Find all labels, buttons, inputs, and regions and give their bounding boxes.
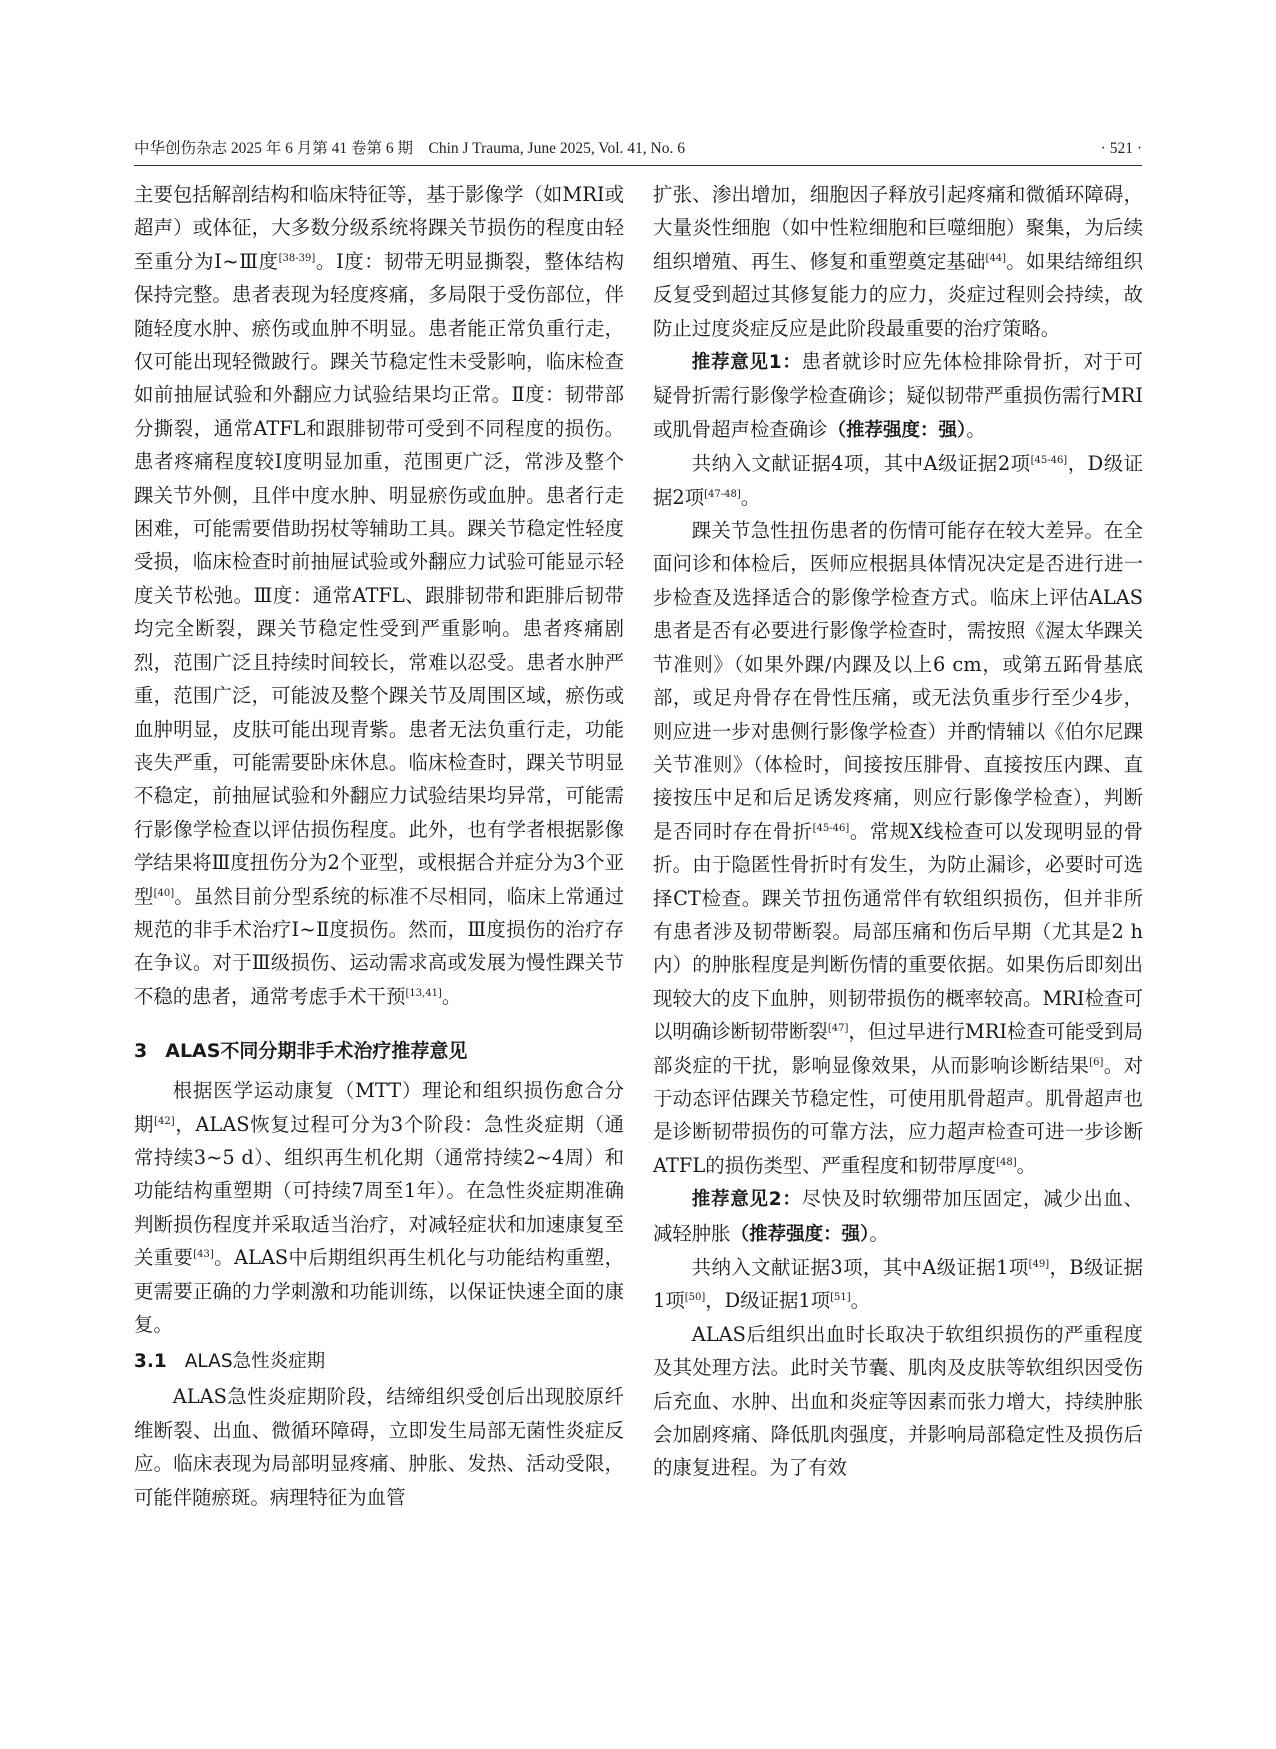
journal-citation: 中华创伤杂志 2025 年 6 月第 41 卷第 6 期 Chin J Trauma, June 2025, Vol. 41, No. 6 <box>134 140 686 157</box>
recommendation-2 <box>653 1182 1143 1251</box>
text-run: 。 <box>966 417 986 441</box>
section-title: ALAS不同分期非手术治疗推荐意见 <box>165 1040 468 1063</box>
text-run: 。常规X线检查可以发现明显的骨折。由于隐匿性骨折时有发生，为防止漏诊，必要时可选择CT检查。踝关节扭伤通常伴有软组织损伤，但并非所有患者涉及韧带断裂。局部压痛和伤后早期（尤其是2 h内）的肿胀程度是判断伤情的重要依据。如果伤后即刻出现较大的皮下血肿，则韧带损伤的概率较高。MRI检查可以明确诊断韧带断裂 <box>653 819 1144 1044</box>
text-run: ，但过早进行MRI检查可能受到局部炎症的干扰，影响显像效果，从而影响诊断结果 <box>653 1020 1143 1077</box>
subsection-number: 3.1 <box>134 1351 167 1373</box>
paragraph-grading <box>134 178 624 1013</box>
citation: [13,41] <box>405 987 442 999</box>
text-run: 。对于动态评估踝关节稳定性，可使用肌骨超声。肌骨超声也是诊断韧带损伤的可靠方法，应力超声检查可进一步诊断ATFL的损伤类型、严重程度和韧带厚度 <box>653 1053 1144 1177</box>
paragraph-acute-phase <box>134 1380 624 1514</box>
subsection-title: ALAS急性炎症期 <box>184 1351 326 1373</box>
recommendation-label: 推荐意见1： <box>691 352 802 374</box>
header-rule <box>134 165 1142 166</box>
text-run: 根据医学运动康复（MTT）理论和组织损伤愈合分期 <box>134 1079 624 1136</box>
paragraph-bleeding <box>653 1318 1143 1485</box>
citation: [45-46] <box>1030 455 1068 467</box>
text-run: 共纳入文献证据4项，其中A级证据2项 <box>691 452 1031 476</box>
text-run: 踝关节急性扭伤患者的伤情可能存在较大差异。在全面问诊和体检后，医师应根据具体情况决定是否进行进一步检查及选择适合的影像学检查方式。临床上评估ALAS患者是否有必要进行影像学检查时，需按照《渥太华踝关节准则》（如果外踝/内踝及以上6 cm，或第五跖骨基底部，或足舟骨存在骨性压痛，或无法负重步行至少4步，则应进一步对患侧行影像学检查）并酌情辅以《伯尔尼踝关节准则》（体检时，间接按压腓骨、直接按压内踝、直接按压中足和后足诱发疼痛，则应行影像学检查），判断是否同时存在骨折 <box>653 519 1143 843</box>
text-run: ，ALAS恢复过程可分为3个阶段：急性炎症期（通常持续3~5 d）、组织再生机化期（通常持续2~4周）和功能结构重塑期（可持续7周至1年）。在急性炎症期准确判断损伤程度并采取适当治疗，对减轻症状和加速康复至关重要 <box>134 1112 625 1270</box>
text-run: 患者就诊时应先体检排除骨折，对于可疑骨折需行影像学检查确诊；疑似韧带严重损伤需行MRI或肌骨超声检查确诊 <box>653 350 1144 441</box>
text-run: ，D级证据2项 <box>653 452 1143 509</box>
citation: [44] <box>985 252 1007 264</box>
citation: [50] <box>684 1292 706 1304</box>
paragraph-pathology <box>653 178 1143 345</box>
recommendation-label: 推荐意见2： <box>691 1189 802 1211</box>
subsection-heading-3-1 <box>134 1345 624 1378</box>
evidence-2 <box>653 1251 1143 1318</box>
recommendation-strength: （推荐强度：强） <box>827 419 967 441</box>
text-run: 。 <box>441 984 462 1008</box>
citation: [43] <box>193 1249 214 1261</box>
paragraph-imaging <box>653 514 1143 1182</box>
citation: [47-48] <box>704 488 741 500</box>
citation: [6] <box>1089 1056 1104 1068</box>
text-run: ，D级证据1项 <box>705 1289 831 1313</box>
evidence-1 <box>653 447 1143 514</box>
text-run: ALAS后组织出血时长取决于软组织损伤的严重程度及其处理方法。此时关节囊、肌肉及皮肤等软组织因受伤后充血、水肿、出血和炎症等因素而张力增大，持续肿胀会加剧疼痛、降低肌肉强度，并影响局部稳定性及损伤后的康复进程。为了有效 <box>653 1322 1143 1480</box>
right-column <box>653 178 1143 1485</box>
citation: [42] <box>154 1115 175 1127</box>
citation: [48] <box>996 1156 1017 1168</box>
text-run: ，B级证据1项 <box>653 1256 1143 1313</box>
text-run: 尽快及时软绷带加压固定，减少出血、减轻肿胀 <box>653 1187 1144 1245</box>
paragraph-mtt <box>134 1074 624 1341</box>
text-run: ALAS急性炎症期阶段，结缔组织受创后出现胶原纤维断裂、出血、微循环障碍，立即发生局部无菌性炎症反应。临床表现为局部明显疼痛、肿胀、发热、活动受限，可能伴随瘀斑。病理特征为血管 <box>134 1385 624 1509</box>
text-run: 。 <box>1016 1153 1036 1177</box>
page-number: · 521 · <box>1100 140 1142 157</box>
text-run: 扩张、渗出增加，细胞因子释放引起疼痛和微循环障碍，大量炎性细胞（如中性粒细胞和巨噬细胞）聚集，为后续组织增殖、再生、修复和重塑奠定基础 <box>653 183 1143 273</box>
text-run: 。虽然目前分型系统的标准不尽相同，临床上常通过规范的非手术治疗Ⅰ~Ⅱ度损伤。然而，Ⅲ度损伤的治疗存在争议。对于Ⅲ级损伤、运动需求高或发展为慢性踝关节不稳的患者，通常考虑手术干预 <box>134 884 625 1008</box>
recommendation-1 <box>653 345 1143 447</box>
section-heading-3 <box>134 1035 624 1068</box>
left-column <box>134 178 624 1514</box>
citation: [49] <box>1028 1259 1050 1270</box>
text-run: 。 <box>740 485 761 509</box>
citation: [45-46] <box>812 822 850 834</box>
text-run: 。ALAS中后期组织再生机化与功能结构重塑，更需要正确的力学刺激和功能训练，以保证快速全面的康复。 <box>134 1246 624 1336</box>
text-run: 主要包括解剖结构和临床特征等，基于影像学（如MRI或超声）或体征，大多数分级系统将踝关节损伤的程度由轻至重分为Ⅰ~Ⅲ度 <box>134 183 624 273</box>
citation: [47] <box>827 1023 849 1035</box>
recommendation-strength: （推荐强度：强） <box>730 1223 870 1245</box>
running-header <box>134 136 1142 162</box>
text-run: 。如果结缔组织反复受到超过其修复能力的应力，炎症过程则会持续，故防止过度炎症反应是此阶段最重要的治疗策略。 <box>653 249 1144 340</box>
citation: [38-39] <box>278 252 316 264</box>
text-run: 。 <box>850 1289 871 1313</box>
text-run: 共纳入文献证据3项，其中A级证据1项 <box>691 1256 1029 1279</box>
text-run: 。 <box>869 1221 889 1245</box>
text-run: 。Ⅰ度：韧带无明显撕裂，整体结构保持完整。患者表现为轻度疼痛，多局限于受伤部位，伴随轻度水肿、瘀伤或血肿不明显。患者能正常负重行走，仅可能出现轻微跛行。踝关节稳定性未受影响，临床检查如前抽屉试验和外翻应力试验结果均正常。Ⅱ度：韧带部分撕裂，通常ATFL和跟腓韧带可受到不同程度的损伤。患者疼痛程度较Ⅰ度明显加重，范围更广泛，常涉及整个踝关节外侧，且伴中度水肿、明显瘀伤或血肿。患者行走困难，可能需要借助拐杖等辅助工具。踝关节稳定性轻度受损，临床检查时前抽屉试验或外翻应力试验可能显示轻度关节松弛。Ⅲ度：通常ATFL、跟腓韧带和距腓后韧带均完全断裂，踝关节稳定性受到严重影响。患者疼痛剧烈，范围广泛且持续时间较长，常难以忍受。患者水肿严重，范围广泛，可能波及整个踝关节及周围区域，瘀伤或血肿明显，皮肤可能出现青紫。患者无法负重行走，功能丧失严重，可能需要卧床休息。临床检查时，踝关节明显不稳定，前抽屉试验和外翻应力试验结果均异常，可能需行影像学检查以评估损伤程度。此外，也有学者根据影像学结果将Ⅲ度扭伤分为2个亚型，或根据合并症分为3个亚型 <box>134 249 624 908</box>
citation: [40] <box>153 887 175 899</box>
section-number: 3 <box>134 1040 148 1063</box>
citation: [51] <box>830 1292 851 1304</box>
